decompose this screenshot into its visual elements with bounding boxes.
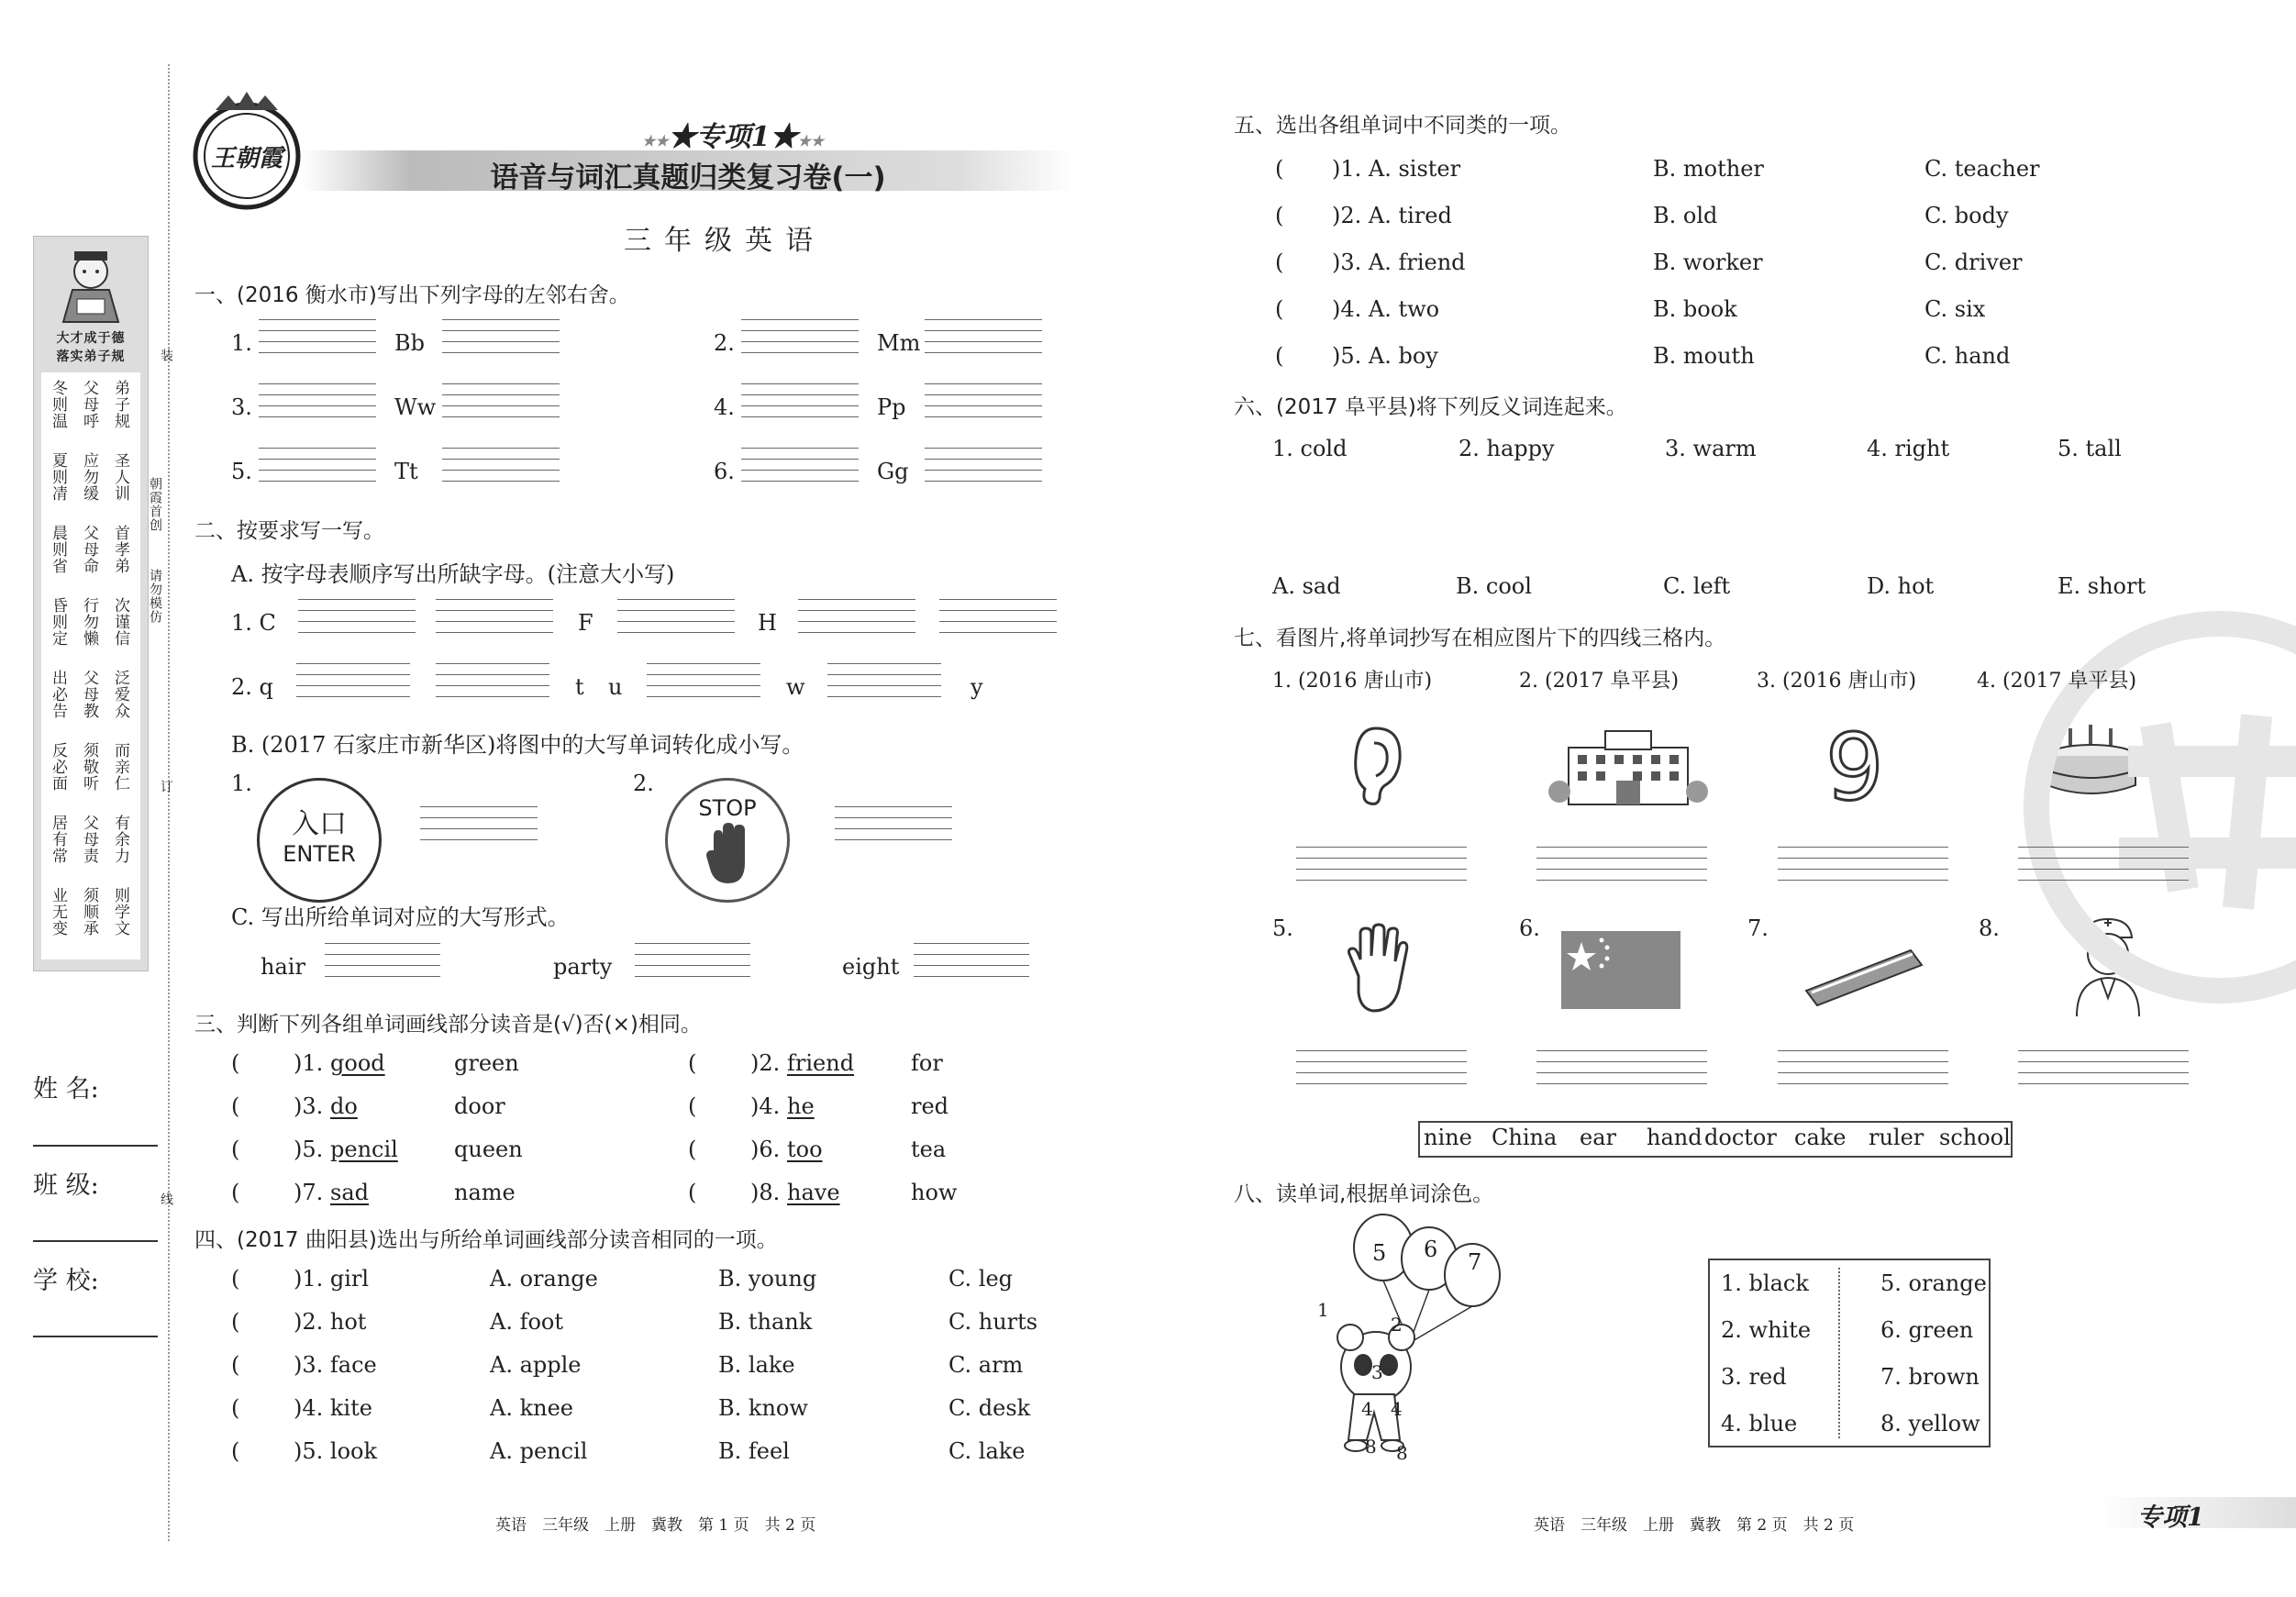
ear-picture xyxy=(1348,725,1403,807)
color-key-item: 4. blue xyxy=(1721,1411,1798,1436)
copyright-mark: 请勿模仿 xyxy=(148,569,162,624)
answer-paren[interactable]: ( xyxy=(231,1395,240,1421)
poem-line: 反必面 xyxy=(49,742,67,792)
word-bank-item: ruler xyxy=(1869,1125,1924,1150)
section6-title: 六、(2017 阜平县)将下列反义词连起来。 xyxy=(1234,395,1627,419)
writing-lines[interactable] xyxy=(2018,1050,2189,1085)
poem-line: 冬则温 xyxy=(49,380,67,429)
name-label: 姓 名: xyxy=(33,1075,99,1103)
item-number: )2. xyxy=(750,1050,781,1076)
footer-left: 英语 三年级 上册 冀教 第 1 页 共 2 页 xyxy=(495,1516,816,1535)
motto-line: 落实弟子规 xyxy=(56,349,126,364)
question-word: )1. girl xyxy=(294,1266,370,1292)
option-a: )2. A. tired xyxy=(1332,203,1452,228)
poem-line: 弟子规 xyxy=(111,380,129,429)
word-a: good xyxy=(330,1050,385,1076)
seal-mark: 线 xyxy=(159,1192,173,1206)
option-a: )3. A. friend xyxy=(1332,250,1466,275)
item-number: 4. xyxy=(714,394,735,420)
special-label: ★★★专项1★★★ xyxy=(642,121,825,153)
word-b: tea xyxy=(911,1137,947,1162)
word-b: red xyxy=(911,1093,949,1119)
option-c: C. six xyxy=(1924,296,1986,322)
writing-lines[interactable] xyxy=(325,943,440,978)
subject-title: 三年级英语 xyxy=(624,225,826,257)
copyright-mark: 朝霞首创 xyxy=(148,477,162,532)
word-a: he xyxy=(787,1093,815,1119)
question-word: )2. hot xyxy=(294,1309,367,1335)
sign-chinese: 入口 xyxy=(292,808,347,840)
brand-logo xyxy=(188,92,305,209)
writing-lines[interactable] xyxy=(925,383,1042,418)
figure-number: 1 xyxy=(1317,1299,1329,1321)
hand-picture xyxy=(1344,925,1408,1015)
option-c: C. leg xyxy=(948,1266,1014,1292)
color-key-item: 1. black xyxy=(1721,1270,1809,1296)
color-key-item: 6. green xyxy=(1880,1317,1974,1343)
item-number: )7. xyxy=(294,1180,324,1205)
word-a: friend xyxy=(787,1050,855,1076)
answer-paren[interactable]: ( xyxy=(231,1137,240,1162)
footer-right: 英语 三年级 上册 冀教 第 2 页 共 2 页 xyxy=(1534,1516,1855,1535)
writing-lines[interactable] xyxy=(835,806,952,841)
section2-title: 二、按要求写一写。 xyxy=(194,519,384,543)
antonym-word[interactable]: E. short xyxy=(2058,573,2146,599)
option-c: C. teacher xyxy=(1924,156,2040,182)
writing-lines[interactable] xyxy=(1296,1050,1467,1085)
figure-number: 8 xyxy=(1396,1442,1408,1464)
option-a: A. foot xyxy=(490,1309,564,1335)
picture-caption: 3. (2016 唐山市) xyxy=(1757,670,1917,693)
balloon-number: 5 xyxy=(1372,1240,1387,1266)
writing-lines[interactable] xyxy=(442,383,560,418)
enter-sign-picture xyxy=(257,778,382,903)
answer-paren[interactable]: ( xyxy=(688,1093,697,1119)
option-a: )4. A. two xyxy=(1332,296,1440,322)
writing-lines[interactable] xyxy=(1778,847,1948,882)
seal-mark: 订 xyxy=(159,780,173,793)
school-field[interactable] xyxy=(33,1336,158,1337)
writing-lines[interactable] xyxy=(1536,847,1707,882)
given-letter: H xyxy=(758,610,777,636)
poem-line: 晨则省 xyxy=(49,525,67,574)
word-b: name xyxy=(454,1180,516,1205)
school-building-picture xyxy=(1550,729,1706,807)
writing-lines[interactable] xyxy=(442,448,560,482)
writing-lines[interactable] xyxy=(259,319,376,354)
section7-title: 七、看图片,将单词抄写在相应图片下的四线三格内。 xyxy=(1234,627,1726,650)
writing-lines[interactable] xyxy=(635,943,750,978)
option-c: C. hand xyxy=(1924,343,2011,369)
antonym-word[interactable]: A. sad xyxy=(1272,573,1341,599)
option-b: B. know xyxy=(718,1395,808,1421)
word-bank-item: nine xyxy=(1424,1125,1472,1150)
ruler-picture xyxy=(1802,945,1926,1009)
color-key-item: 7. brown xyxy=(1880,1364,1980,1390)
word-bank-item: school xyxy=(1939,1125,2011,1150)
poem-line: 须顺承 xyxy=(80,887,98,937)
antonym-word[interactable]: D. hot xyxy=(1867,573,1935,599)
option-a: A. pencil xyxy=(490,1438,588,1464)
given-letter: F xyxy=(578,610,593,636)
question-word: )3. face xyxy=(294,1352,377,1378)
figure-number: 3 xyxy=(1371,1361,1383,1383)
answer-paren[interactable]: ( xyxy=(231,1309,240,1335)
footer-tag: 专项1 xyxy=(2137,1503,2204,1532)
answer-paren[interactable]: ( xyxy=(688,1050,697,1076)
binding-line xyxy=(168,64,170,1541)
item-number: 5. xyxy=(1272,915,1293,941)
letter-pair: Ww xyxy=(394,394,437,420)
item-number: 2. xyxy=(633,771,654,796)
writing-lines[interactable] xyxy=(442,319,560,354)
word-bank-item: ear xyxy=(1580,1125,1616,1150)
section5-title: 五、选出各组单词中不同类的一项。 xyxy=(1234,114,1571,138)
question-word: )4. kite xyxy=(294,1395,372,1421)
writing-lines[interactable] xyxy=(827,663,941,698)
option-b: B. lake xyxy=(718,1352,795,1378)
answer-paren[interactable]: ( xyxy=(231,1050,240,1076)
item-number: )6. xyxy=(750,1137,781,1162)
item-number: )3. xyxy=(294,1093,324,1119)
word-bank-item: doctor xyxy=(1704,1125,1777,1150)
writing-lines[interactable] xyxy=(741,383,859,418)
item-number: 1. xyxy=(231,771,252,796)
class-field[interactable] xyxy=(33,1240,158,1242)
seal-mark: 装 xyxy=(159,349,173,362)
poem-line: 行勿懒 xyxy=(80,597,98,647)
section2a-instruction: A. 按字母表顺序写出所缺字母。(注意大小写) xyxy=(231,561,675,587)
figure-number: 8 xyxy=(1365,1436,1377,1458)
answer-paren[interactable]: ( xyxy=(231,1266,240,1292)
option-a: A. knee xyxy=(490,1395,573,1421)
school-label: 学 校: xyxy=(33,1267,99,1295)
poem-line: 夏则凊 xyxy=(49,452,67,502)
writing-lines[interactable] xyxy=(798,599,915,634)
option-c: C. hurts xyxy=(948,1309,1038,1335)
given-word: hair xyxy=(261,954,305,980)
item-number: 7. xyxy=(1747,915,1769,941)
picture-caption: 4. (2017 阜平县) xyxy=(1977,670,2137,693)
option-a: )1. A. sister xyxy=(1332,156,1461,182)
word-b: queen xyxy=(454,1137,523,1162)
section2c-instruction: C. 写出所给单词对应的大写形式。 xyxy=(231,904,570,930)
option-b: B. worker xyxy=(1653,250,1763,275)
writing-lines[interactable] xyxy=(914,943,1029,978)
antonym-word[interactable]: 1. cold xyxy=(1272,436,1348,461)
answer-paren[interactable]: ( xyxy=(1275,156,1284,182)
item-number: )4. xyxy=(750,1093,781,1119)
antonym-word[interactable]: C. left xyxy=(1663,573,1731,599)
antonym-word[interactable]: 4. right xyxy=(1867,436,1950,461)
section1-title: 一、(2016 衡水市)写出下列字母的左邻右舍。 xyxy=(194,283,630,307)
letter-pair: Pp xyxy=(877,394,906,420)
answer-paren[interactable]: ( xyxy=(688,1137,697,1162)
antonym-word[interactable]: B. cool xyxy=(1456,573,1532,599)
motto-line: 大才成于德 xyxy=(56,331,126,346)
answer-paren[interactable]: ( xyxy=(1275,343,1284,369)
given-letter: t xyxy=(575,674,584,700)
answer-paren[interactable]: ( xyxy=(1275,250,1284,275)
word-b: how xyxy=(911,1180,958,1205)
answer-paren[interactable]: ( xyxy=(231,1438,240,1464)
option-c: C. driver xyxy=(1924,250,2023,275)
answer-paren[interactable]: ( xyxy=(688,1180,697,1205)
writing-lines[interactable] xyxy=(925,319,1042,354)
option-a: A. apple xyxy=(490,1352,582,1378)
antonym-word[interactable]: 3. warm xyxy=(1665,436,1757,461)
item-number: )8. xyxy=(750,1180,781,1205)
option-b: B. thank xyxy=(718,1309,813,1335)
item-number: )1. xyxy=(294,1050,324,1076)
option-c: C. arm xyxy=(948,1352,1024,1378)
poem-line: 出必告 xyxy=(49,670,67,719)
writing-lines[interactable] xyxy=(1536,1050,1707,1085)
poem-line: 须敬听 xyxy=(80,742,98,792)
given-letter: 2. q xyxy=(231,674,273,700)
item-number: 2. xyxy=(714,330,735,356)
option-a: )5. A. boy xyxy=(1332,343,1438,369)
color-key-item: 5. orange xyxy=(1880,1270,1987,1296)
writing-lines[interactable] xyxy=(1296,847,1467,882)
item-number: 6. xyxy=(714,459,735,484)
option-c: C. lake xyxy=(948,1438,1026,1464)
answer-paren[interactable]: ( xyxy=(231,1180,240,1205)
word-bank-item: hand xyxy=(1647,1125,1703,1150)
poem-line: 次谨信 xyxy=(111,597,129,647)
word-a: do xyxy=(330,1093,358,1119)
writing-lines[interactable] xyxy=(259,448,376,482)
option-c: C. body xyxy=(1924,203,2009,228)
given-letter: w xyxy=(786,674,805,700)
option-b: B. mouth xyxy=(1653,343,1755,369)
writing-lines[interactable] xyxy=(741,319,859,354)
poem-line: 父母教 xyxy=(80,670,98,719)
writing-lines[interactable] xyxy=(2018,847,2189,882)
sign-english: STOP xyxy=(698,795,757,821)
given-word: party xyxy=(553,954,613,980)
option-b: B. feel xyxy=(718,1438,790,1464)
item-number: 3. xyxy=(231,394,252,420)
answer-paren[interactable]: ( xyxy=(1275,203,1284,228)
antonym-word[interactable]: 2. happy xyxy=(1459,436,1555,461)
section8-title: 八、读单词,根据单词涂色。 xyxy=(1234,1182,1494,1206)
item-number: 5. xyxy=(231,459,252,484)
word-b: for xyxy=(911,1050,943,1076)
item-number: 8. xyxy=(1979,915,2000,941)
item-number: 1. xyxy=(231,330,252,356)
balloon-number: 7 xyxy=(1468,1249,1482,1275)
writing-lines[interactable] xyxy=(436,663,549,698)
option-a: A. orange xyxy=(490,1266,598,1292)
word-a: sad xyxy=(330,1180,369,1205)
antonym-word[interactable]: 5. tall xyxy=(2058,436,2122,461)
answer-paren[interactable]: ( xyxy=(231,1093,240,1119)
writing-lines[interactable] xyxy=(741,448,859,482)
balloon-number: 6 xyxy=(1424,1237,1438,1262)
china-flag-picture xyxy=(1561,931,1680,1009)
digit-picture: 9 xyxy=(1825,714,1884,821)
color-key-item: 3. red xyxy=(1721,1364,1787,1390)
motto-panel xyxy=(33,236,149,971)
hand-stop-icon xyxy=(706,823,752,887)
scholar-figure-icon xyxy=(54,244,128,327)
poem-line: 父母责 xyxy=(80,815,98,864)
color-key-item: 8. yellow xyxy=(1880,1411,1980,1436)
paper-title: 语音与词汇真题归类复习卷(一) xyxy=(490,161,886,194)
writing-lines[interactable] xyxy=(296,663,410,698)
given-letter: u xyxy=(608,674,623,700)
poem-line: 昏则定 xyxy=(49,597,67,647)
poem-line: 首孝弟 xyxy=(111,525,129,574)
logo-text: 王朝霞 xyxy=(210,145,283,172)
figure-number: 4 xyxy=(1391,1398,1403,1420)
item-number: 6. xyxy=(1519,915,1540,941)
writing-lines[interactable] xyxy=(925,448,1042,482)
item-number: )5. xyxy=(294,1137,324,1162)
poem-line: 父母呼 xyxy=(80,380,98,429)
word-a: have xyxy=(787,1180,840,1205)
option-b: B. young xyxy=(718,1266,817,1292)
figure-number: 4 xyxy=(1361,1398,1373,1420)
option-c: C. desk xyxy=(948,1395,1031,1421)
letter-pair: Tt xyxy=(394,459,418,484)
section2b-instruction: B. (2017 石家庄市新华区)将图中的大写单词转化成小写。 xyxy=(231,732,804,758)
word-a: too xyxy=(787,1137,823,1162)
option-b: B. old xyxy=(1653,203,1718,228)
writing-lines[interactable] xyxy=(420,806,538,841)
writing-lines[interactable] xyxy=(1778,1050,1948,1085)
poem-columns xyxy=(41,372,140,959)
poem-line: 则学文 xyxy=(111,887,129,937)
letter-pair: Gg xyxy=(877,459,909,484)
color-key-item: 2. white xyxy=(1721,1317,1812,1343)
letter-pair: Mm xyxy=(877,330,921,356)
writing-lines[interactable] xyxy=(259,383,376,418)
poem-line: 有余力 xyxy=(111,815,129,864)
bear-with-balloons-picture xyxy=(1303,1211,1541,1458)
writing-lines[interactable] xyxy=(647,663,760,698)
section4-title: 四、(2017 曲阳县)选出与所给单词画线部分读音相同的一项。 xyxy=(194,1228,778,1252)
option-b: B. book xyxy=(1653,296,1737,322)
writing-lines[interactable] xyxy=(298,599,416,634)
question-word: )5. look xyxy=(294,1438,378,1464)
word-b: door xyxy=(454,1093,505,1119)
sign-english: ENTER xyxy=(283,841,356,867)
word-a: pencil xyxy=(330,1137,398,1162)
section3-title: 三、判断下列各组单词画线部分读音是(√)否(×)相同。 xyxy=(194,1013,702,1037)
word-bank-item: cake xyxy=(1794,1125,1847,1150)
poem-line: 泛爱众 xyxy=(111,670,129,719)
stop-sign-picture xyxy=(665,778,790,903)
poem-line: 而亲仁 xyxy=(111,742,129,792)
given-letter: y xyxy=(971,674,983,700)
poem-line: 圣人训 xyxy=(111,452,129,502)
class-label: 班 级: xyxy=(33,1171,99,1200)
poem-line: 居有常 xyxy=(49,815,67,864)
letter-pair: Bb xyxy=(394,330,425,356)
poem-line: 父母命 xyxy=(80,525,98,574)
given-letter: 1. C xyxy=(231,610,276,636)
poem-line: 业无变 xyxy=(49,887,67,937)
picture-caption: 2. (2017 阜平县) xyxy=(1519,670,1680,693)
writing-lines[interactable] xyxy=(939,599,1057,634)
picture-caption: 1. (2016 唐山市) xyxy=(1272,670,1433,693)
poem-line: 应勿缓 xyxy=(80,452,98,502)
writing-lines[interactable] xyxy=(617,599,735,634)
word-b: green xyxy=(454,1050,519,1076)
word-bank-item: China xyxy=(1492,1125,1558,1150)
name-field[interactable] xyxy=(33,1145,158,1147)
answer-paren[interactable]: ( xyxy=(231,1352,240,1378)
given-word: eight xyxy=(842,954,900,980)
figure-number: 2 xyxy=(1391,1314,1403,1336)
writing-lines[interactable] xyxy=(436,599,553,634)
answer-paren[interactable]: ( xyxy=(1275,296,1284,322)
option-b: B. mother xyxy=(1653,156,1764,182)
